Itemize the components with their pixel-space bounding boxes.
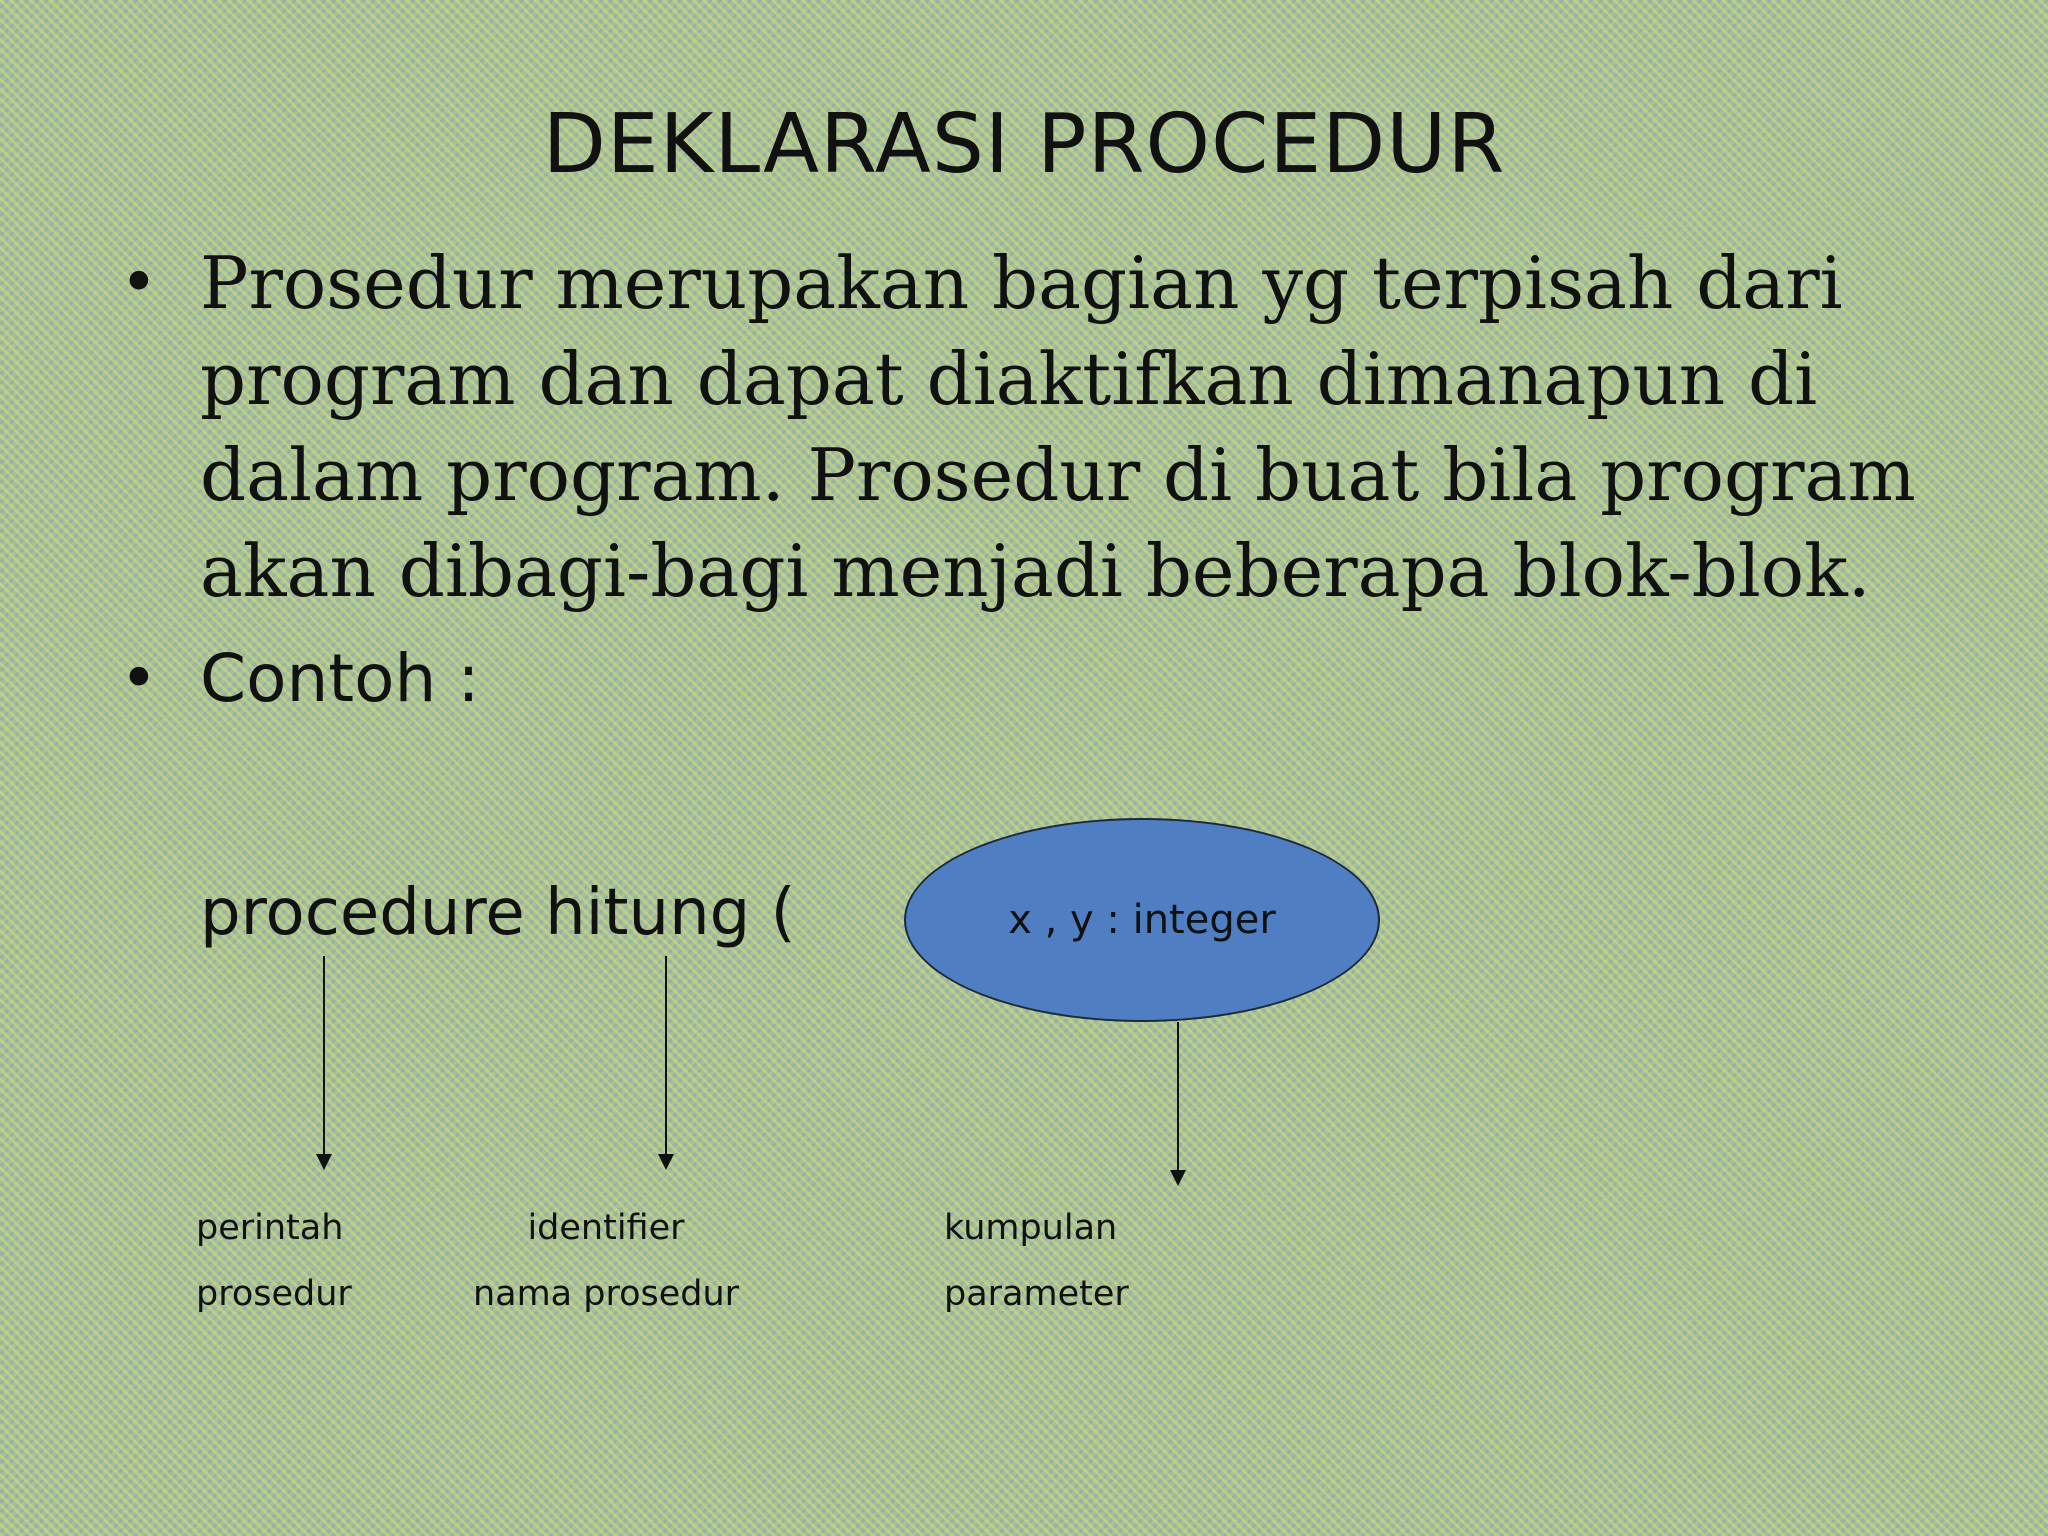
arrow-to-identifier [665,956,667,1156]
label-kumpulan-line2: parameter [944,1274,1129,1314]
label-perintah-line2: prosedur [196,1274,352,1314]
bullet-list [120,235,1980,727]
procedure-code-line: procedure hitung ( [200,876,796,950]
bullet-example-text: Contoh : [200,640,480,717]
bullet-marker: • [120,246,158,320]
label-kumpulan-parameter [944,1195,1129,1327]
parameter-ellipse-text: x , y : integer [1008,897,1276,943]
label-perintah-prosedur [196,1195,352,1327]
arrow-to-perintah [323,956,325,1156]
label-identifier-nama-prosedur [466,1195,746,1327]
bullet-definition [120,235,1980,619]
bullet-definition-text: Prosedur merupakan bagian yg terpisah dari program dan dapat diaktifkan dimanapun di dalam program. Prosedur di buat bila program akan dibagi-bagi menjadi beberapa blok-blok. [200,241,1916,613]
label-identifier-line1: identifier [527,1208,685,1248]
label-kumpulan-line1: kumpulan [944,1208,1118,1248]
bullet-example [120,631,1980,727]
bullet-marker: • [120,642,158,716]
arrow-to-parameter [1177,1022,1179,1172]
label-perintah-line1: perintah [196,1208,344,1248]
label-identifier-line2: nama prosedur [472,1274,740,1314]
parameter-ellipse [904,818,1380,1022]
slide-title: DEKLARASI PROCEDUR [542,97,1506,192]
